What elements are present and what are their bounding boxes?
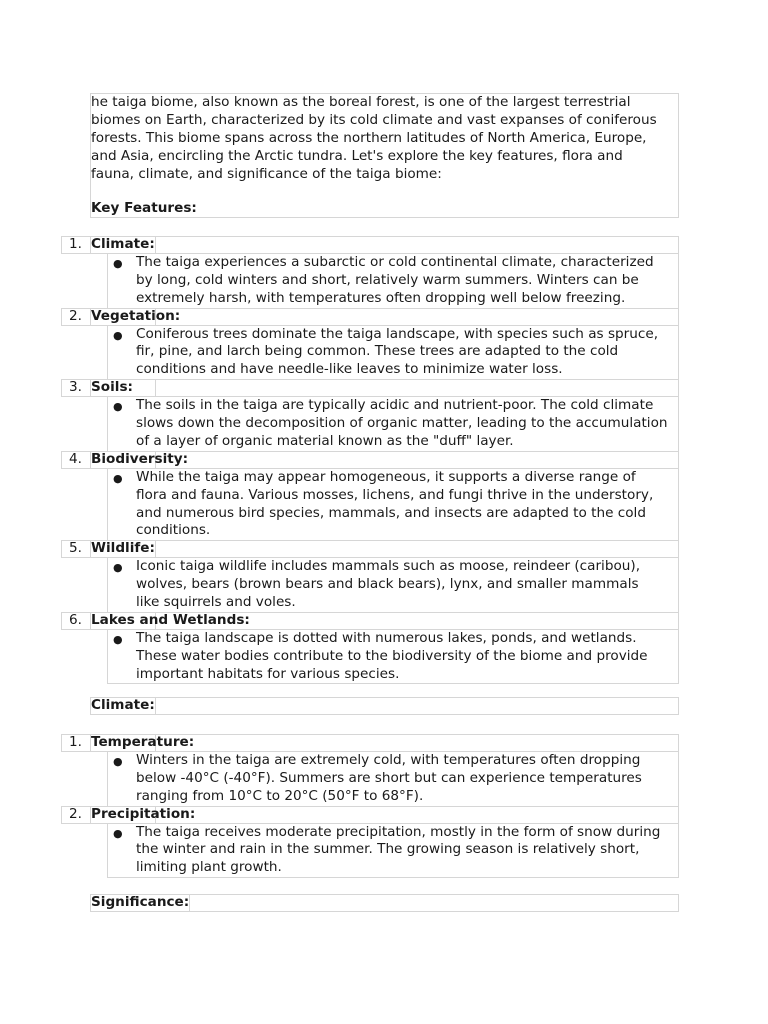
list-item-description-line: of a layer of organic material known as the "duff" layer. (136, 432, 514, 449)
bullet-icon: ● (113, 632, 123, 646)
list-item-description-line: The taiga landscape is dotted with numerous lakes, ponds, and wetlands. (136, 629, 637, 646)
list-item-description-line: ranging from 10°C to 20°C (50°F to 68°F). (136, 787, 424, 804)
bullet-icon: ● (113, 328, 123, 342)
significance-heading: Significance: (91, 894, 190, 910)
list-item-title: Soils: (91, 379, 133, 396)
list-item-title: Precipitation: (91, 805, 196, 822)
list-item-description-line: the winter and rain in the summer. The growing season is relatively short, (136, 841, 640, 858)
intro-line: fauna, climate, and significance of the taiga biome: (91, 165, 442, 182)
list-item-number: 3. (69, 379, 82, 396)
list-item-description-line: important habitats for various species. (136, 665, 400, 682)
list-item-number: 1. (69, 734, 82, 750)
list-item-description-line: conditions. (136, 522, 211, 539)
list-item-description-line: slows down the decomposition of organic matter, leading to the accumulation (136, 415, 668, 431)
list-item-description-line: below -40°C (-40°F). Summers are short but can experience temperatures (136, 769, 642, 786)
list-item-description-line: extremely harsh, with temperatures often dropping well below freezing. (136, 289, 626, 306)
list-item-title: Climate: (91, 236, 155, 252)
bullet-icon: ● (113, 256, 123, 270)
list-item-title: Biodiversity: (91, 450, 189, 467)
bullet-icon: ● (113, 561, 123, 575)
list-item-number: 2. (69, 805, 82, 822)
intro-line: forests. This biome spans across the northern latitudes of North America, Europe, (91, 129, 647, 146)
list-item-description-line: The taiga receives moderate precipitation, mostly in the form of snow during (136, 823, 661, 840)
intro-line: biomes on Earth, characterized by its cold climate and vast expanses of coniferous (91, 111, 657, 128)
list-item-description-line: and numerous bird species, mammals, and insects are adapted to the cold (136, 504, 646, 521)
bullet-icon: ● (113, 400, 123, 414)
intro-line: he taiga biome, also known as the boreal forest, is one of the largest terrestrial (91, 94, 631, 110)
list-item-title: Vegetation: (91, 307, 181, 324)
list-item-description-line: Iconic taiga wildlife includes mammals such as moose, reindeer (caribou), (136, 558, 641, 575)
list-item-number: 6. (69, 611, 82, 628)
list-item-title: Wildlife: (91, 540, 155, 557)
list-item-description-line: These water bodies contribute to the biodiversity of the biome and provide (136, 647, 648, 664)
climate-heading-frame-row (90, 697, 679, 715)
list-item-description-line: fir, pine, and larch being common. These trees are adapted to the cold (136, 343, 619, 360)
list-item-description-line: wolves, bears (brown bears and black bears), lynx, and smaller mammals (136, 576, 639, 593)
list-item-title: Lakes and Wetlands: (91, 611, 250, 628)
key-features-heading: Key Features: (91, 200, 197, 216)
list-item-number: 2. (69, 307, 82, 324)
list-item-description-line: like squirrels and voles. (136, 594, 296, 610)
list-item-description-line: by long, cold winters and short, relatively warm summers. Winters can be (136, 271, 639, 288)
list-item-description-line: limiting plant growth. (136, 859, 282, 876)
list-item-description-line: While the taiga may appear homogeneous, it supports a diverse range of (136, 468, 636, 485)
list-item-description-line: The taiga experiences a subarctic or cold continental climate, characterized (136, 253, 654, 270)
list-item-description-line: conditions and have needle-like leaves to minimize water loss. (136, 361, 563, 378)
list-item-number: 1. (69, 236, 82, 252)
list-item-description-line: Winters in the taiga are extremely cold, with temperatures often dropping (136, 751, 641, 768)
list-item-title: Temperature: (91, 734, 195, 750)
climate-heading: Climate: (91, 697, 155, 713)
intro-line: and Asia, encircling the Arctic tundra. Let's explore the key features, flora and (91, 147, 623, 164)
list-item-description-line: The soils in the taiga are typically acidic and nutrient-poor. The cold climate (136, 397, 654, 414)
bullet-icon: ● (113, 754, 123, 768)
list-item-description-line: Coniferous trees dominate the taiga landscape, with species such as spruce, (136, 325, 659, 342)
bullet-icon: ● (113, 826, 123, 840)
bullet-icon: ● (113, 471, 123, 485)
list-item-number: 4. (69, 450, 82, 467)
list-item-description-line: flora and fauna. Various mosses, lichens, and fungi thrive in the understory, (136, 486, 654, 503)
list-item-number: 5. (69, 540, 82, 557)
